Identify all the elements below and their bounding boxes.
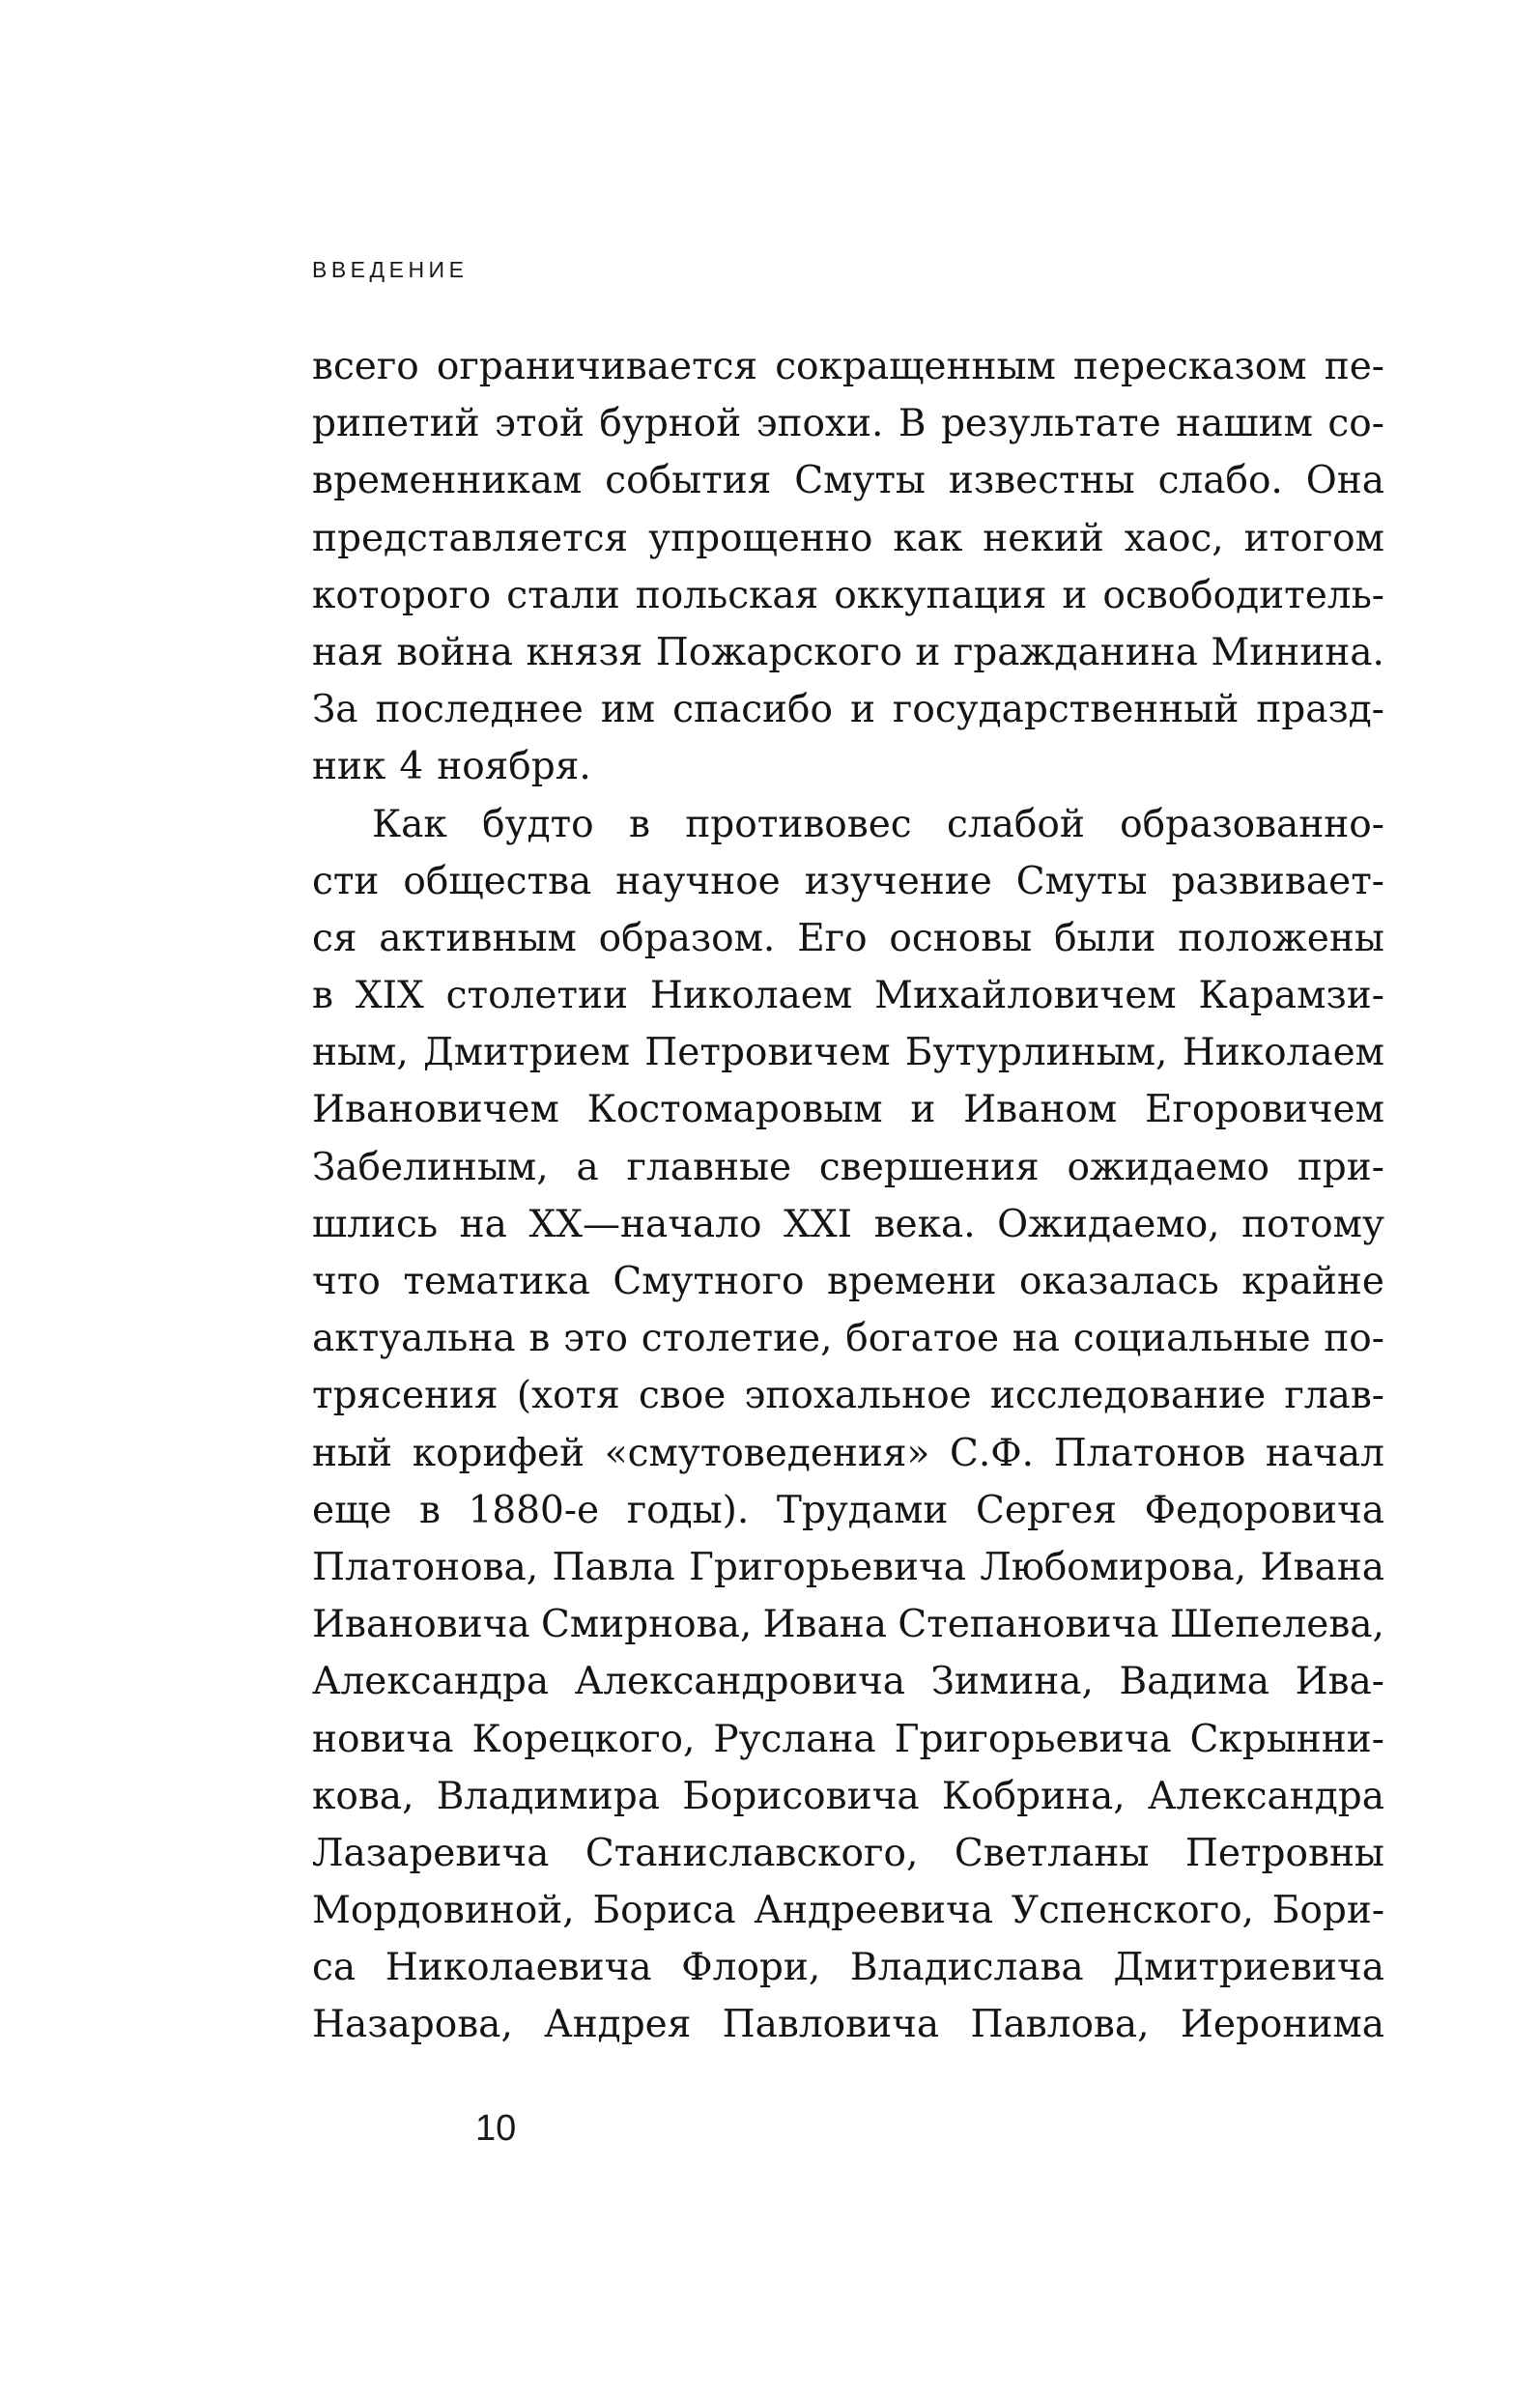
text-line: шлись на XX—начало XXI века. Ожидаемо, потому	[312, 1202, 1384, 1246]
text-line: в XIX столетии Николаем Михайловичем Карамзи-	[312, 974, 1384, 1018]
page-number: 10	[475, 2108, 517, 2149]
text-line: сти общества научное изучение Смуты развивает-	[312, 859, 1384, 903]
text-line: Платонова, Павла Григорьевича Любомирова, Ивана	[312, 1545, 1384, 1589]
text-line: Александра Александровича Зимина, Вадима Ива-	[312, 1660, 1384, 1704]
text-line: представляется упрощенно как некий хаос, итогом	[312, 516, 1384, 560]
text-line: Мордовиной, Бориса Андреевича Успенского, Бори-	[312, 1889, 1384, 1933]
text-line: Назарова, Андрея Павловича Павлова, Иеронима	[312, 2003, 1384, 2047]
text-line: ная война князя Пожарского и гражданина Минина.	[312, 630, 1384, 674]
text-line: Ивановича Смирнова, Ивана Степановича Шепелева,	[312, 1603, 1384, 1647]
text-line: всего ограничивается сокращенным пересказом пе-	[312, 345, 1384, 388]
text-line: са Николаевича Флори, Владислава Дмитриевича	[312, 1946, 1384, 1990]
text-line: ный корифей «смутоведения» С.Ф. Платонов начал	[312, 1431, 1384, 1475]
text-line: временникам события Смуты известны слабо. Она	[312, 459, 1384, 503]
text-line: ным, Дмитрием Петровичем Бутурлиным, Николаем	[312, 1031, 1384, 1075]
running-header: ВВЕДЕНИЕ	[312, 257, 469, 282]
text-line: которого стали польская оккупация и освободитель-	[312, 573, 1384, 617]
text-line: За последнее им спасибо и государственный празд-	[312, 688, 1384, 732]
body-text	[312, 338, 1384, 2054]
text-line: ся активным образом. Его основы были положены	[312, 916, 1384, 960]
text-line: кова, Владимира Борисовича Кобрина, Александра	[312, 1774, 1384, 1818]
text-line: еще в 1880-е годы). Трудами Сергея Федоровича	[312, 1488, 1384, 1532]
text-line: Как будто в противовес слабой образованно-	[372, 802, 1384, 846]
text-line: новича Корецкого, Руслана Григорьевича Скрынни-	[312, 1717, 1384, 1761]
text-line: рипетий этой бурной эпохи. В результате нашим со-	[312, 402, 1384, 446]
text-line: актуальна в это столетие, богатое на социальные по-	[312, 1317, 1384, 1361]
text-line: Лазаревича Станиславского, Светланы Петровны	[312, 1831, 1384, 1875]
text-line: Забелиным, а главные свершения ожидаемо при-	[312, 1145, 1384, 1189]
text-line: ник 4 ноября.	[312, 745, 591, 789]
text-line: что тематика Смутного времени оказалась крайне	[312, 1260, 1384, 1303]
text-line: Ивановичем Костомаровым и Иваном Егоровичем	[312, 1088, 1384, 1132]
text-line: трясения (хотя свое эпохальное исследование глав-	[312, 1374, 1384, 1418]
